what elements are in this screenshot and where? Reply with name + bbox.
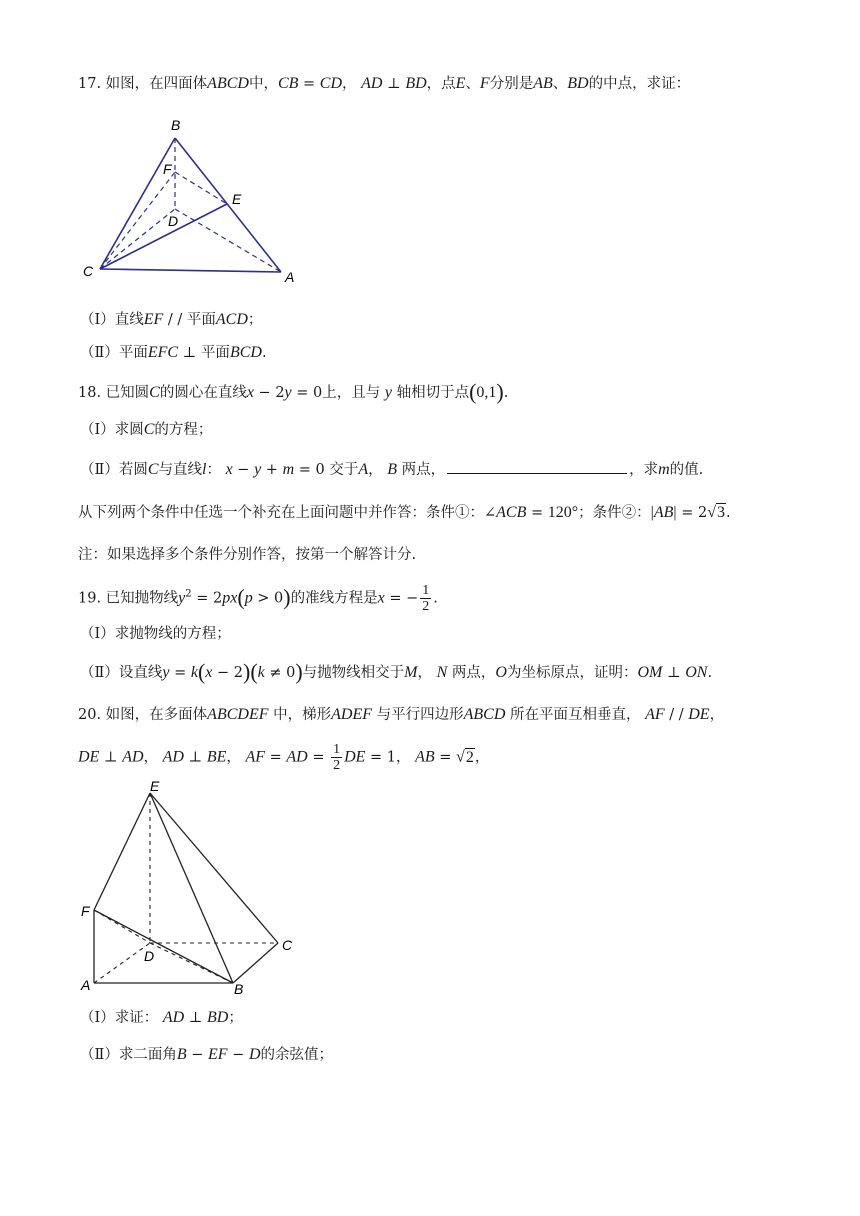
q20-label-f: F bbox=[81, 903, 90, 919]
q17-label-d: D bbox=[168, 213, 179, 229]
q17-part-2: （Ⅱ）平面EFC ⊥ 平面BCD. bbox=[80, 344, 267, 361]
q17-label-f: F bbox=[163, 161, 172, 177]
q19-part-2: （Ⅱ）设直线y = k(x − 2)(k ≠ 0)与抛物线相交于M， N 两点，O为坐标原点，证明：OM ⊥ ON. bbox=[80, 659, 713, 684]
q17-edge-da bbox=[175, 209, 281, 272]
q18-stem: 18. 已知圆C的圆心在直线x − 2y = 0上，且与 y 轴相切于点(0,1). bbox=[78, 379, 509, 404]
q20-edge-ec bbox=[150, 793, 278, 943]
q17-edge-cd bbox=[100, 209, 175, 269]
q17-label-e: E bbox=[232, 191, 242, 207]
q17-label-c: C bbox=[83, 263, 94, 279]
q19-part-1: （Ⅰ）求抛物线的方程； bbox=[80, 626, 231, 642]
q17-part-1: （Ⅰ）直线EF / / 平面ACD； bbox=[80, 311, 263, 328]
q20-edge-bc bbox=[233, 943, 278, 983]
q20-label-b: B bbox=[234, 981, 244, 997]
q20-stem-line-1: 20. 如图，在多面体ABCDEF 中，梯形ADEF 与平行四边形ABCD 所在平面互相垂直， AF / / DE， bbox=[78, 706, 725, 723]
q17-label-b: B bbox=[171, 117, 181, 133]
q20-label-d: D bbox=[144, 948, 155, 964]
q20-edge-fb bbox=[94, 910, 233, 983]
q18-conditions: 从下列两个条件中任选一个补充在上面问题中并作答：条件①：∠ACB = 120°；条件②：|AB| = 2√3. bbox=[78, 504, 731, 521]
q17-edge-fe bbox=[175, 172, 227, 204]
q19-stem: 19. 已知抛物线$y^2 = 2px(p > 0)$的准线方程是x = − $\frac{1}{2}$ . bbox=[78, 583, 438, 614]
q20-stem-line-2: DE ⊥ AD， AD ⊥ BE， AF = AD = $\frac{1}{2}$ DE = 1， AB = √2， bbox=[78, 742, 490, 773]
q20-edge-eb bbox=[150, 793, 233, 983]
q18-part-1: （Ⅰ）求圆C的方程； bbox=[80, 421, 213, 438]
q20-part-1: （Ⅰ）求证： AD ⊥ BD； bbox=[80, 1009, 243, 1026]
q18-answer-blank bbox=[447, 461, 627, 474]
q17-edge-ba bbox=[175, 138, 281, 272]
q20-part-2: （Ⅱ）求二面角B − EF − D的余弦值； bbox=[80, 1046, 333, 1063]
q17-stem: 17. 如图，在四面体ABCD中，CB = CD， AD ⊥ BD，点E、F分别是AB、BD的中点，求证： bbox=[78, 75, 691, 92]
q20-edge-ad bbox=[94, 943, 150, 983]
q17-edge-ca bbox=[100, 269, 281, 272]
q18-note: 注：如果选择多个条件分别作答，按第一个解答计分. bbox=[78, 547, 417, 563]
q20-polyhedron-figure bbox=[78, 780, 308, 1000]
q17-edge-cf bbox=[100, 172, 175, 269]
q17-label-a: A bbox=[285, 269, 295, 285]
q20-edge-fd bbox=[94, 910, 150, 943]
q17-tetrahedron-figure bbox=[78, 112, 308, 292]
q20-label-e: E bbox=[150, 780, 160, 794]
q20-edge-ef bbox=[94, 793, 150, 910]
q18-part-2: （Ⅱ）若圆C与直线l： x − y + m = 0 交于A， B 两点， ，求m的值. bbox=[80, 461, 704, 478]
q20-label-c: C bbox=[282, 937, 293, 953]
q20-label-a: A bbox=[81, 977, 91, 993]
